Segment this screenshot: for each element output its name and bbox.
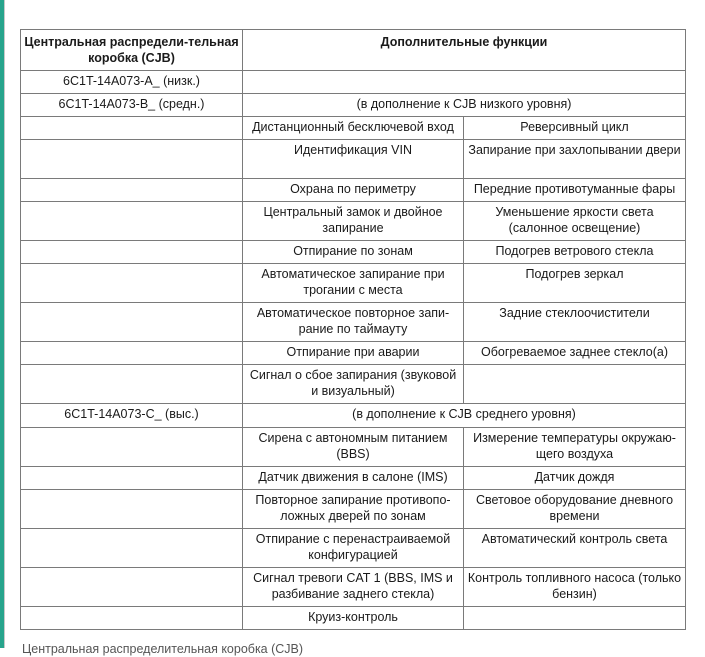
function-cell: Сигнал тревоги CAT 1 (BBS, IMS и разбивание заднего стекла): [243, 568, 464, 607]
function-cell: Запирание при захлопывании двери: [464, 140, 686, 179]
function-cell: Автоматическое повторное запи-рание по таймауту: [243, 303, 464, 342]
function-cell: Измерение температуры окружаю-щего воздуха: [464, 428, 686, 467]
function-cell: Сирена с автономным питанием (BBS): [243, 428, 464, 467]
function-span-cell: [243, 71, 686, 94]
function-cell: Автоматический контроль света: [464, 529, 686, 568]
cjb-cell: [21, 365, 243, 404]
cjb-cell: [21, 529, 243, 568]
cjb-cell: [21, 140, 243, 179]
cut-off-footer-text: Центральная распределительная коробка (CJB): [22, 642, 304, 656]
table-row: [21, 529, 686, 568]
cjb-cell: [21, 607, 243, 630]
function-span-cell: (в дополнение к CJB среднего уровня): [243, 404, 686, 428]
table-row: [21, 71, 686, 94]
function-cell: Отпирание при аварии: [243, 342, 464, 365]
table-row: [21, 202, 686, 241]
function-cell: Передние противотуманные фары: [464, 179, 686, 202]
function-cell: Задние стеклоочистители: [464, 303, 686, 342]
function-cell: Реверсивный цикл: [464, 117, 686, 140]
function-cell: Охрана по периметру: [243, 179, 464, 202]
cjb-cell: [21, 467, 243, 490]
function-cell: Уменьшение яркости света (салонное освещение): [464, 202, 686, 241]
table-row: [21, 117, 686, 140]
cjb-cell: [21, 342, 243, 365]
cjb-cell: [21, 303, 243, 342]
table-row: [21, 241, 686, 264]
function-cell: Отпирание по зонам: [243, 241, 464, 264]
table-row: [21, 404, 686, 428]
function-cell: Круиз-контроль: [243, 607, 464, 630]
table-row: [21, 179, 686, 202]
header-cjb: Центральная распредели-тельная коробка (CJB): [21, 30, 243, 71]
cjb-cell: [21, 490, 243, 529]
cjb-cell: [21, 568, 243, 607]
function-cell: Датчик движения в салоне (IMS): [243, 467, 464, 490]
cjb-cell: [21, 117, 243, 140]
function-cell: Повторное запирание противопо-ложных дверей по зонам: [243, 490, 464, 529]
table-row: [21, 490, 686, 529]
table-row: [21, 568, 686, 607]
function-cell: Контроль топливного насоса (только бензин): [464, 568, 686, 607]
cjb-cell: [21, 428, 243, 467]
table-row: [21, 140, 686, 179]
cjb-cell: [21, 202, 243, 241]
function-cell: Датчик дождя: [464, 467, 686, 490]
function-cell: Подогрев зеркал: [464, 264, 686, 303]
cjb-cell: [21, 264, 243, 303]
function-cell: Отпирание с перенастраиваемой конфигурацией: [243, 529, 464, 568]
table-row: [21, 428, 686, 467]
function-cell: Световое оборудование дневного времени: [464, 490, 686, 529]
cjb-cell: [21, 179, 243, 202]
cjb-cell: 6C1T-14A073-C_ (выс.): [21, 404, 243, 428]
cjb-cell: [21, 241, 243, 264]
function-cell: Автоматическое запирание при трогании с места: [243, 264, 464, 303]
header-functions: Дополнительные функции: [243, 30, 686, 71]
table-row: [21, 342, 686, 365]
table-row: [21, 607, 686, 630]
function-cell: Подогрев ветрового стекла: [464, 241, 686, 264]
function-cell: [464, 365, 686, 404]
cjb-cell: 6C1T-14A073-B_ (средн.): [21, 94, 243, 117]
table-header-row: [21, 30, 686, 71]
table-row: [21, 94, 686, 117]
cjb-cell: 6C1T-14A073-A_ (низк.): [21, 71, 243, 94]
left-edge-line: [4, 0, 5, 648]
table-row: [21, 467, 686, 490]
function-cell: Идентификация VIN: [243, 140, 464, 179]
function-cell: Обогреваемое заднее стекло(а): [464, 342, 686, 365]
function-cell: Сигнал о сбое запирания (звуковой и визуальный): [243, 365, 464, 404]
cjb-functions-table: [20, 29, 686, 630]
function-cell: Дистанционный бесключевой вход: [243, 117, 464, 140]
function-cell: [464, 607, 686, 630]
table-row: [21, 303, 686, 342]
function-span-cell: (в дополнение к CJB низкого уровня): [243, 94, 686, 117]
function-cell: Центральный замок и двойное запирание: [243, 202, 464, 241]
table-row: [21, 365, 686, 404]
table-row: [21, 264, 686, 303]
